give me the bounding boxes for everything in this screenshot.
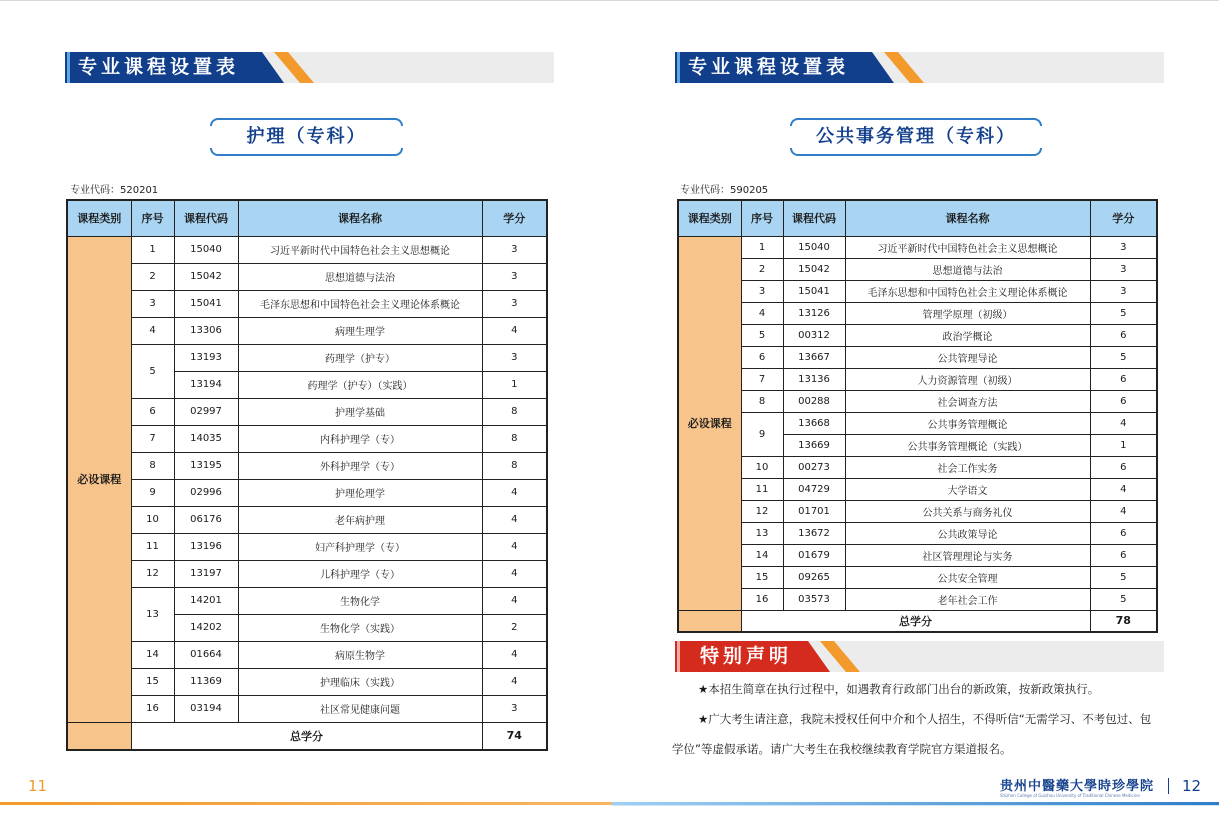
- name-cell: 社会调查方法: [845, 390, 1090, 412]
- name-cell: 管理学原理（初级）: [845, 302, 1090, 324]
- name-cell: 大学语文: [845, 478, 1090, 500]
- code-cell: 01679: [783, 544, 845, 566]
- header-category: 课程类别: [678, 200, 741, 236]
- seq-cell: 1: [741, 236, 783, 258]
- name-cell: 社会工作实务: [845, 456, 1090, 478]
- name-cell: 习近平新时代中国特色社会主义思想概论: [845, 236, 1090, 258]
- seq-cell: 4: [741, 302, 783, 324]
- footer-separator: [1168, 778, 1169, 794]
- code-cell: 15040: [174, 236, 238, 263]
- seq-cell: 16: [131, 695, 174, 722]
- code-cell: 13669: [783, 434, 845, 456]
- seq-cell: 8: [131, 452, 174, 479]
- code-cell: 13672: [783, 522, 845, 544]
- table-row: [678, 522, 1157, 544]
- code-cell: 14035: [174, 425, 238, 452]
- header-credit: 学分: [1090, 200, 1157, 236]
- seq-cell: 12: [131, 560, 174, 587]
- code-cell: 11369: [174, 668, 238, 695]
- table-row: [67, 506, 547, 533]
- seq-cell: 8: [741, 390, 783, 412]
- total-category-cell: [67, 722, 131, 750]
- name-cell: 药理学（护专）（实践）: [238, 371, 482, 398]
- credit-cell: 8: [482, 398, 547, 425]
- table-row: [67, 641, 547, 668]
- notice-banner: [672, 641, 1164, 672]
- seq-cell: 6: [131, 398, 174, 425]
- seq-cell: 13: [741, 522, 783, 544]
- header-credit: 学分: [482, 200, 547, 236]
- seq-cell: 5: [741, 324, 783, 346]
- credit-cell: 4: [482, 560, 547, 587]
- table-row: [67, 479, 547, 506]
- name-cell: 毛泽东思想和中国特色社会主义理论体系概论: [845, 280, 1090, 302]
- seq-cell: 11: [741, 478, 783, 500]
- credit-cell: 3: [1090, 258, 1157, 280]
- code-cell: 02997: [174, 398, 238, 425]
- code-cell: 14201: [174, 587, 238, 614]
- name-cell: 外科护理学（专）: [238, 452, 482, 479]
- code-cell: 13193: [174, 344, 238, 371]
- notice-title: 特别声明: [700, 645, 793, 667]
- code-cell: 13126: [783, 302, 845, 324]
- code-cell: 03573: [783, 588, 845, 610]
- credit-cell: 5: [1090, 588, 1157, 610]
- name-cell: 护理临床（实践）: [238, 668, 482, 695]
- credit-cell: 3: [1090, 236, 1157, 258]
- left-section-banner: [62, 52, 554, 83]
- table-row: [67, 668, 547, 695]
- credit-cell: 4: [482, 533, 547, 560]
- left-course-table: [66, 199, 548, 751]
- name-cell: 儿科护理学（专）: [238, 560, 482, 587]
- credit-cell: 6: [1090, 324, 1157, 346]
- right-section-title: 专业课程设置表: [688, 56, 850, 78]
- code-cell: 00273: [783, 456, 845, 478]
- name-cell: 政治学概论: [845, 324, 1090, 346]
- credit-cell: 8: [482, 452, 547, 479]
- credit-cell: 4: [482, 641, 547, 668]
- code-cell: 13194: [174, 371, 238, 398]
- left-section-title: 专业课程设置表: [78, 56, 240, 78]
- total-value: 78: [1090, 610, 1157, 632]
- total-label: 总学分: [741, 610, 1090, 632]
- name-cell: 老年病护理: [238, 506, 482, 533]
- category-cell: 必设课程: [678, 236, 741, 610]
- name-cell: 人力资源管理（初级）: [845, 368, 1090, 390]
- header-name: 课程名称: [845, 200, 1090, 236]
- code-cell: 14202: [174, 614, 238, 641]
- seq-cell: 10: [131, 506, 174, 533]
- footer-rule-right-thin: [612, 805, 1219, 806]
- header-category: 课程类别: [67, 200, 131, 236]
- table-row: [678, 258, 1157, 280]
- name-cell: 护理伦理学: [238, 479, 482, 506]
- credit-cell: 3: [482, 236, 547, 263]
- code-cell: 01664: [174, 641, 238, 668]
- name-cell: 社区管理理论与实务: [845, 544, 1090, 566]
- top-rule: [0, 0, 1219, 1]
- table-row: [678, 346, 1157, 368]
- right-major-title: 公共事务管理（专科）: [790, 118, 1042, 156]
- table-row: [678, 456, 1157, 478]
- name-cell: 公共事务管理概论（实践）: [845, 434, 1090, 456]
- credit-cell: 4: [1090, 412, 1157, 434]
- code-cell: 13667: [783, 346, 845, 368]
- name-cell: 公共关系与商务礼仪: [845, 500, 1090, 522]
- header-seq: 序号: [741, 200, 783, 236]
- seq-cell: 2: [131, 263, 174, 290]
- credit-cell: 1: [1090, 434, 1157, 456]
- name-cell: 内科护理学（专）: [238, 425, 482, 452]
- credit-cell: 3: [482, 263, 547, 290]
- table-row: [678, 236, 1157, 258]
- total-row: [67, 722, 547, 750]
- notice-item-2: ★广大考生请注意，我院未授权任何中介和个人招生，不得听信“无需学习、不考包过、包: [698, 712, 1152, 726]
- header-seq: 序号: [131, 200, 174, 236]
- seq-cell: 3: [131, 290, 174, 317]
- college-logo: 贵州中醫藥大學時珍學院: [1000, 779, 1155, 794]
- table-row: [678, 412, 1157, 434]
- seq-cell: 2: [741, 258, 783, 280]
- credit-cell: 3: [482, 290, 547, 317]
- credit-cell: 4: [482, 317, 547, 344]
- total-label: 总学分: [131, 722, 482, 750]
- name-cell: 思想道德与法治: [845, 258, 1090, 280]
- table-row: [678, 566, 1157, 588]
- seq-cell: 11: [131, 533, 174, 560]
- credit-cell: 8: [482, 425, 547, 452]
- seq-cell: 13: [131, 587, 174, 641]
- seq-cell: 7: [131, 425, 174, 452]
- header-code: 课程代码: [174, 200, 238, 236]
- table-row: [678, 478, 1157, 500]
- credit-cell: 4: [1090, 500, 1157, 522]
- table-row: [678, 302, 1157, 324]
- code-cell: 13136: [783, 368, 845, 390]
- name-cell: 妇产科护理学（专）: [238, 533, 482, 560]
- credit-cell: 6: [1090, 522, 1157, 544]
- notice-item-1: ★本招生简章在执行过程中，如遇教育行政部门出台的新政策，按新政策执行。: [698, 682, 1100, 696]
- seq-cell: 1: [131, 236, 174, 263]
- right-page-number: 12: [1182, 777, 1202, 795]
- table-row: [67, 587, 547, 614]
- credit-cell: 3: [482, 344, 547, 371]
- seq-cell: 12: [741, 500, 783, 522]
- seq-cell: 6: [741, 346, 783, 368]
- code-cell: 02996: [174, 479, 238, 506]
- left-major-title: 护理（专科）: [210, 118, 403, 156]
- credit-cell: 5: [1090, 566, 1157, 588]
- table-row: [678, 280, 1157, 302]
- table-row: [678, 544, 1157, 566]
- code-cell: 04729: [783, 478, 845, 500]
- name-cell: 公共管理导论: [845, 346, 1090, 368]
- credit-cell: 6: [1090, 544, 1157, 566]
- credit-cell: 6: [1090, 390, 1157, 412]
- name-cell: 药理学（护专）: [238, 344, 482, 371]
- name-cell: 公共安全管理: [845, 566, 1090, 588]
- name-cell: 生物化学（实践）: [238, 614, 482, 641]
- name-cell: 老年社会工作: [845, 588, 1090, 610]
- table-row: [67, 425, 547, 452]
- code-cell: 15041: [174, 290, 238, 317]
- credit-cell: 2: [482, 614, 547, 641]
- table-row: [678, 588, 1157, 610]
- college-logo-english: Shizhen College of Guizhou University of Traditional Chinese Medicine: [1000, 793, 1140, 798]
- category-cell: 必设课程: [67, 236, 131, 722]
- table-row: [67, 317, 547, 344]
- table-row: [678, 368, 1157, 390]
- seq-cell: 10: [741, 456, 783, 478]
- table-row: [678, 324, 1157, 346]
- seq-cell: 14: [131, 641, 174, 668]
- credit-cell: 4: [482, 587, 547, 614]
- credit-cell: 3: [1090, 280, 1157, 302]
- left-page-number: 11: [28, 777, 48, 795]
- total-category-cell: [678, 610, 741, 632]
- seq-cell: 14: [741, 544, 783, 566]
- name-cell: 毛泽东思想和中国特色社会主义理论体系概论: [238, 290, 482, 317]
- credit-cell: 4: [1090, 478, 1157, 500]
- credit-cell: 4: [482, 668, 547, 695]
- seq-cell: 5: [131, 344, 174, 398]
- seq-cell: 9: [131, 479, 174, 506]
- name-cell: 思想道德与法治: [238, 263, 482, 290]
- name-cell: 生物化学: [238, 587, 482, 614]
- seq-cell: 9: [741, 412, 783, 456]
- code-cell: 09265: [783, 566, 845, 588]
- table-row: [67, 695, 547, 722]
- header-name: 课程名称: [238, 200, 482, 236]
- seq-cell: 16: [741, 588, 783, 610]
- name-cell: 护理学基础: [238, 398, 482, 425]
- code-cell: 01701: [783, 500, 845, 522]
- total-row: [678, 610, 1157, 632]
- code-cell: 15040: [783, 236, 845, 258]
- notice-item-2-cont: 学位”等虚假承诺。请广大考生在我校继续教育学院官方渠道报名。: [672, 742, 1012, 756]
- name-cell: 公共政策导论: [845, 522, 1090, 544]
- table-row: [67, 452, 547, 479]
- table-row: [678, 390, 1157, 412]
- credit-cell: 5: [1090, 346, 1157, 368]
- table-row: [67, 290, 547, 317]
- name-cell: 病理生理学: [238, 317, 482, 344]
- code-cell: 13195: [174, 452, 238, 479]
- credit-cell: 3: [482, 695, 547, 722]
- credit-cell: 6: [1090, 456, 1157, 478]
- table-row: [67, 533, 547, 560]
- code-cell: 13196: [174, 533, 238, 560]
- seq-cell: 15: [131, 668, 174, 695]
- code-cell: 13668: [783, 412, 845, 434]
- right-major-code: 专业代码：590205: [680, 185, 769, 196]
- seq-cell: 4: [131, 317, 174, 344]
- code-cell: 00288: [783, 390, 845, 412]
- name-cell: 社区常见健康问题: [238, 695, 482, 722]
- code-cell: 15042: [783, 258, 845, 280]
- header-code: 课程代码: [783, 200, 845, 236]
- table-row: [678, 500, 1157, 522]
- credit-cell: 1: [482, 371, 547, 398]
- table-row: [67, 344, 547, 371]
- footer-rule-left: [0, 802, 612, 805]
- table-row: [67, 398, 547, 425]
- table-row: [67, 236, 547, 263]
- credit-cell: 5: [1090, 302, 1157, 324]
- table-row: [67, 560, 547, 587]
- code-cell: 15041: [783, 280, 845, 302]
- left-major-code: 专业代码：520201: [70, 185, 159, 196]
- code-cell: 00312: [783, 324, 845, 346]
- code-cell: 13306: [174, 317, 238, 344]
- name-cell: 公共事务管理概论: [845, 412, 1090, 434]
- code-cell: 13197: [174, 560, 238, 587]
- seq-cell: 3: [741, 280, 783, 302]
- credit-cell: 4: [482, 479, 547, 506]
- name-cell: 习近平新时代中国特色社会主义思想概论: [238, 236, 482, 263]
- table-row: [67, 263, 547, 290]
- seq-cell: 15: [741, 566, 783, 588]
- name-cell: 病原生物学: [238, 641, 482, 668]
- right-section-banner: [672, 52, 1164, 83]
- code-cell: 15042: [174, 263, 238, 290]
- right-course-table: [677, 199, 1158, 633]
- credit-cell: 6: [1090, 368, 1157, 390]
- credit-cell: 4: [482, 506, 547, 533]
- seq-cell: 7: [741, 368, 783, 390]
- total-value: 74: [482, 722, 547, 750]
- code-cell: 03194: [174, 695, 238, 722]
- code-cell: 06176: [174, 506, 238, 533]
